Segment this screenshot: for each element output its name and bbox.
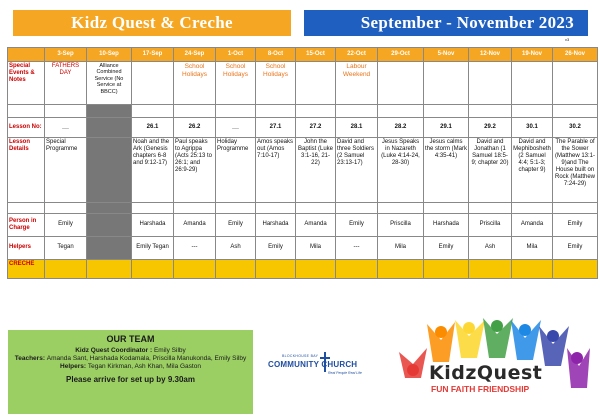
spacer-cell bbox=[553, 203, 598, 214]
helpers-cell: Ash bbox=[469, 237, 512, 260]
helpers-row bbox=[8, 237, 598, 260]
version-label: v3 bbox=[565, 37, 570, 42]
creche-cell bbox=[256, 260, 296, 279]
row-label-lesson-no: Lesson No: bbox=[8, 118, 45, 138]
title-right: September - November 2023 bbox=[360, 13, 574, 32]
special-cell bbox=[378, 62, 424, 105]
special-cell: School Holidays bbox=[174, 62, 216, 105]
creche-row bbox=[8, 260, 598, 279]
lesson-details-row bbox=[8, 138, 598, 203]
lesson-details-cell: Holiday Programme bbox=[216, 138, 256, 203]
spacer-cell bbox=[256, 203, 296, 214]
team-helpers bbox=[8, 363, 253, 371]
spacer-cell bbox=[512, 203, 553, 214]
our-team-box bbox=[8, 330, 253, 414]
person-cell bbox=[87, 214, 132, 237]
special-cell bbox=[424, 62, 469, 105]
date-cell: 8-Oct bbox=[256, 48, 296, 62]
spacer-cell bbox=[132, 203, 174, 214]
lesson-no-cell: 28.2 bbox=[378, 118, 424, 138]
lesson-no-cell: 30.1 bbox=[512, 118, 553, 138]
creche-cell bbox=[512, 260, 553, 279]
spacer-cell bbox=[553, 105, 598, 118]
date-cell: 1-Oct bbox=[216, 48, 256, 62]
date-cell: 17-Sep bbox=[132, 48, 174, 62]
special-events-row bbox=[8, 62, 598, 105]
spacer-cell bbox=[256, 105, 296, 118]
row-label-creche: CRECHE bbox=[8, 260, 45, 279]
helpers-cell: --- bbox=[336, 237, 378, 260]
lesson-no-cell: __ bbox=[45, 118, 87, 138]
person-cell: Priscilla bbox=[469, 214, 512, 237]
creche-cell bbox=[216, 260, 256, 279]
date-cell: 15-Oct bbox=[296, 48, 336, 62]
lesson-number-row bbox=[8, 118, 598, 138]
spacer-cell bbox=[132, 105, 174, 118]
spacer-cell bbox=[174, 105, 216, 118]
helpers-names: Tegan Kirkman, Ash Khan, Mila Gaston bbox=[87, 363, 201, 371]
date-cell: 24-Sep bbox=[174, 48, 216, 62]
lesson-details-cell: The Parable of the Sower (Matthew 13:1-9)and The House built on Rock (Matthew 7:24-29) bbox=[553, 138, 598, 203]
special-cell bbox=[469, 62, 512, 105]
schedule-table bbox=[7, 47, 598, 279]
lesson-details-cell: David and three Soldiers (2 Samuel 23:13-17) bbox=[336, 138, 378, 203]
spacer-cell bbox=[174, 203, 216, 214]
spacer-cell bbox=[512, 105, 553, 118]
spacer-cell bbox=[87, 203, 132, 214]
lesson-details-cell: David and Jonathan (1 Samuel 18:5-9; chapter 20) bbox=[469, 138, 512, 203]
person-cell: Priscilla bbox=[378, 214, 424, 237]
lesson-no-cell: 26.2 bbox=[174, 118, 216, 138]
lesson-no-cell bbox=[87, 118, 132, 138]
church-logo-name: COMMUNITY CHURCH bbox=[268, 360, 358, 369]
lesson-no-cell: 27.1 bbox=[256, 118, 296, 138]
church-logo-small: BLOCKHOUSE BAY bbox=[282, 354, 319, 358]
spacer-cell bbox=[8, 203, 45, 214]
lesson-details-cell: Paul speaks to Agrippa (Acts 25:13 to 26:1; and 26:9-29) bbox=[174, 138, 216, 203]
teachers-label: Teachers: bbox=[14, 355, 45, 363]
coordinator-name: Emily Silby bbox=[153, 347, 186, 354]
spacer-cell bbox=[8, 105, 45, 118]
creche-cell bbox=[87, 260, 132, 279]
person-cell: Amanda bbox=[174, 214, 216, 237]
lesson-details-cell: John the Baptist (Luke 3:1-16, 21-22) bbox=[296, 138, 336, 203]
date-cell: 10-Sep bbox=[87, 48, 132, 62]
special-cell: FATHERS DAY bbox=[45, 62, 87, 105]
person-cell: Harshada bbox=[132, 214, 174, 237]
lesson-details-cell: Jesus Speaks in Nazareth (Luke 4:14-24, 28-30) bbox=[378, 138, 424, 203]
arrival-note: Please arrive for set up by 9.30am bbox=[66, 375, 195, 385]
creche-cell bbox=[336, 260, 378, 279]
spacer-row bbox=[8, 203, 598, 214]
lesson-details-cell: Noah and the Ark (Genesis chapters 6-8 and 9:12-17) bbox=[132, 138, 174, 203]
spacer-cell bbox=[378, 203, 424, 214]
helpers-cell: Emily bbox=[424, 237, 469, 260]
kidzquest-logo bbox=[391, 318, 591, 414]
team-teachers bbox=[8, 355, 253, 363]
lesson-no-cell: 28.1 bbox=[336, 118, 378, 138]
lesson-details-cell: David and Mephibosheth (2 Samuel 4:4; 5:1-3; chapter 9) bbox=[512, 138, 553, 203]
special-cell bbox=[296, 62, 336, 105]
row-label-lesson-details: Lesson Details bbox=[8, 138, 45, 203]
lesson-no-cell: __ bbox=[216, 118, 256, 138]
person-cell: Emily bbox=[216, 214, 256, 237]
lesson-details-cell: Jesus calms the storm (Mark 4:35-41) bbox=[424, 138, 469, 203]
lesson-no-cell: 30.2 bbox=[553, 118, 598, 138]
helpers-cell: --- bbox=[174, 237, 216, 260]
date-cell: 22-Oct bbox=[336, 48, 378, 62]
date-cell: 29-Oct bbox=[378, 48, 424, 62]
person-cell: Emily bbox=[45, 214, 87, 237]
date-cell: 12-Nov bbox=[469, 48, 512, 62]
helpers-cell: Emily bbox=[553, 237, 598, 260]
person-cell: Emily bbox=[336, 214, 378, 237]
creche-cell bbox=[378, 260, 424, 279]
lesson-details-cell: Amos speaks out (Amos 7:10-17) bbox=[256, 138, 296, 203]
lesson-no-cell: 27.2 bbox=[296, 118, 336, 138]
spacer-row bbox=[8, 105, 598, 118]
church-logo bbox=[268, 352, 378, 378]
spacer-cell bbox=[296, 105, 336, 118]
spacer-cell bbox=[469, 105, 512, 118]
creche-cell bbox=[174, 260, 216, 279]
helpers-cell: Ash bbox=[216, 237, 256, 260]
kidzquest-wordmark: KidzQuest bbox=[429, 362, 543, 384]
spacer-cell bbox=[87, 105, 132, 118]
team-title: OUR TEAM bbox=[106, 334, 155, 344]
date-cell: 5-Nov bbox=[424, 48, 469, 62]
person-in-charge-row bbox=[8, 214, 598, 237]
helpers-cell: Emily Tegan bbox=[132, 237, 174, 260]
spacer-cell bbox=[336, 203, 378, 214]
date-cell: 19-Nov bbox=[512, 48, 553, 62]
date-header-row bbox=[8, 48, 598, 62]
row-label-special: Special Events & Notes bbox=[8, 62, 45, 105]
special-cell bbox=[132, 62, 174, 105]
lesson-details-cell: Special Programme bbox=[45, 138, 87, 203]
special-cell bbox=[512, 62, 553, 105]
church-logo-tagline: Real People Real Life bbox=[328, 371, 362, 375]
creche-cell bbox=[296, 260, 336, 279]
creche-cell bbox=[469, 260, 512, 279]
spacer-cell bbox=[424, 203, 469, 214]
cross-icon bbox=[320, 357, 330, 359]
spacer-cell bbox=[296, 203, 336, 214]
row-label-person: Person in Charge bbox=[8, 214, 45, 237]
spacer-cell bbox=[45, 105, 87, 118]
teachers-names: Amanda Sant, Harshada Kodamala, Priscilla Manukonda, Emily Silby bbox=[46, 355, 247, 363]
lesson-no-cell: 26.1 bbox=[132, 118, 174, 138]
spacer-cell bbox=[378, 105, 424, 118]
special-cell: Labour Weekend bbox=[336, 62, 378, 105]
lesson-no-cell: 29.2 bbox=[469, 118, 512, 138]
helpers-label: Helpers: bbox=[60, 363, 87, 371]
creche-cell bbox=[553, 260, 598, 279]
person-cell: Harshada bbox=[424, 214, 469, 237]
helpers-cell: Mila bbox=[296, 237, 336, 260]
spacer-cell bbox=[336, 105, 378, 118]
spacer-cell bbox=[216, 203, 256, 214]
special-cell: School Holidays bbox=[256, 62, 296, 105]
creche-cell bbox=[424, 260, 469, 279]
helpers-cell: Mila bbox=[512, 237, 553, 260]
lesson-details-cell bbox=[87, 138, 132, 203]
spacer-cell bbox=[424, 105, 469, 118]
coordinator-label: Kidz Quest Coordinator : bbox=[75, 347, 153, 354]
special-cell bbox=[553, 62, 598, 105]
lesson-no-cell: 29.1 bbox=[424, 118, 469, 138]
spacer-cell bbox=[216, 105, 256, 118]
title-left: Kidz Quest & Creche bbox=[71, 13, 233, 32]
title-right-banner bbox=[304, 10, 588, 36]
spacer-cell bbox=[469, 203, 512, 214]
creche-cell bbox=[45, 260, 87, 279]
header-corner bbox=[8, 48, 45, 62]
person-cell: Amanda bbox=[512, 214, 553, 237]
team-coordinator bbox=[8, 347, 253, 355]
person-cell: Emily bbox=[553, 214, 598, 237]
row-label-helpers: Helpers bbox=[8, 237, 45, 260]
date-cell: 3-Sep bbox=[45, 48, 87, 62]
person-cell: Harshada bbox=[256, 214, 296, 237]
helpers-cell: Emily bbox=[256, 237, 296, 260]
person-cell: Amanda bbox=[296, 214, 336, 237]
helpers-cell: Tegan bbox=[45, 237, 87, 260]
helpers-cell bbox=[87, 237, 132, 260]
helpers-cell: Mila bbox=[378, 237, 424, 260]
title-left-banner bbox=[13, 10, 291, 36]
special-cell: Alliance Combined Service (No Service at BBCC) bbox=[87, 62, 132, 105]
special-cell: School Holidays bbox=[216, 62, 256, 105]
creche-cell bbox=[132, 260, 174, 279]
kidzquest-tagline bbox=[431, 384, 529, 394]
kidzquest-tagline-text: FUN FAITH FRIENDSHIP bbox=[431, 384, 530, 394]
spacer-cell bbox=[45, 203, 87, 214]
date-cell: 26-Nov bbox=[553, 48, 598, 62]
